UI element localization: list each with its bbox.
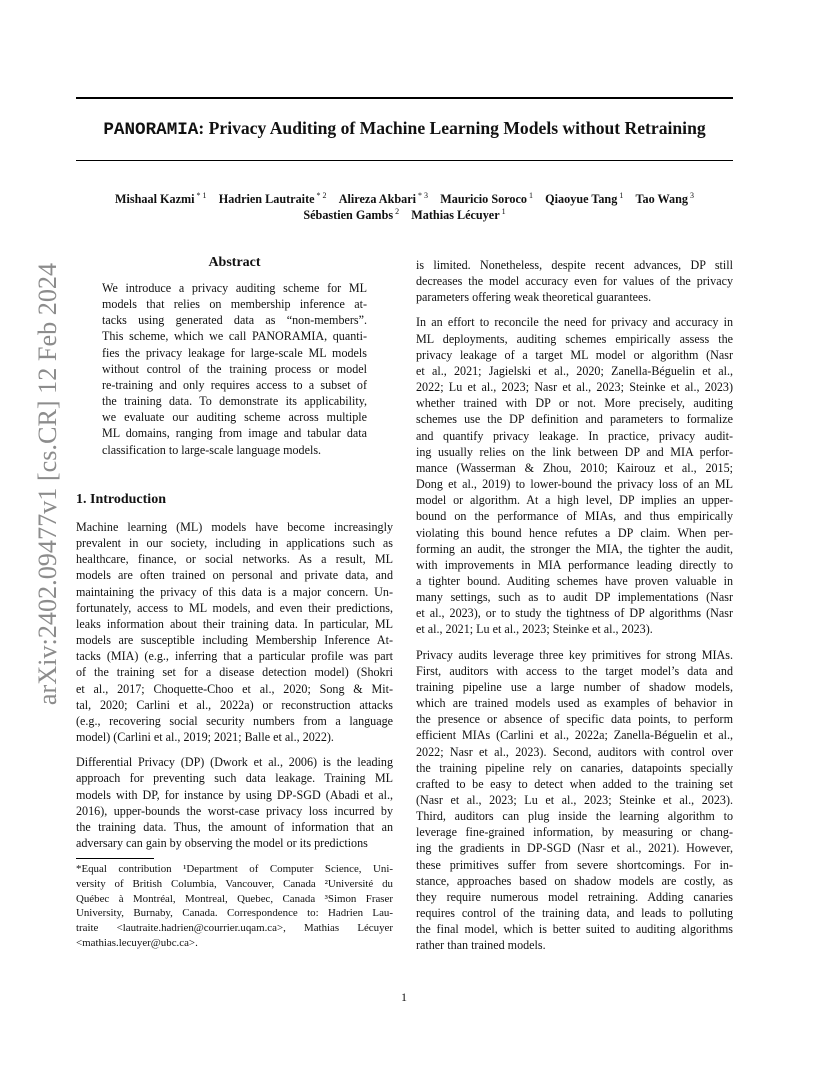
title-rule-bottom [76,160,733,161]
text-line: Québec à Montréal, Montreal, Quebec, Canada ³Simon Fraser [76,892,393,905]
text-line: (Nasr et al., 2023; Lu et al., 2023; Steinke et al., 2023). [416,793,733,807]
text-line: forming an audit, the stronger the MIA, the tighter the audit, [416,541,733,556]
text-line: stance, approaches based on shadow models are costly, as [416,873,733,888]
paragraph [76,519,393,745]
text-line: of the training set for a disease detection model) (Shokri [76,665,393,680]
text-line: decreases the model accuracy even for values of the privacy [416,274,733,289]
author-line-1 [76,191,733,207]
text-line: mance (Wasserman & Zhou, 2010; Kairouz et al., 2015; [416,460,733,475]
author-affiliation: 1 [617,191,624,200]
abstract-heading: Abstract [208,255,261,270]
text-line: models that relies on membership inference at- [102,297,367,312]
text-line: with improvements in MIA performance leading directly to [416,557,733,572]
text-line: et al., 2021; Lu et al., 2023; Steinke et al., 2023). [416,622,653,637]
text-line: ing usually relies on the link between DP and MIA perfor- [416,444,733,459]
text-line: parameters offering weak theoretical guarantees. [416,290,652,305]
text-line: fortunately, access to ML models, and even their predictions, [76,600,393,615]
author-name: Tao Wang [635,192,689,207]
text-line: traite <lautraite.hadrien@courrier.uqam.ca>, Mathias Lécuyer [76,922,393,935]
text-line: leverage fine-grained information, by measuring or chang- [416,825,733,840]
text-line: Privacy audits leverage three key primitives for strong MIAs. [416,647,733,662]
author-affiliation: 3 [688,191,695,200]
text-line: privacy leakage of a target ML model or algorithm (Nasr [416,347,733,362]
text-line: we evaluate our auditing scheme across multiple [102,410,367,425]
text-line: without control of the training process or model [102,361,367,376]
text-line: which are trained models used as examples of behavior in [416,696,733,711]
text-line: et al., 2017; Choquette-Choo et al., 2020; Song & Mit- [76,681,393,696]
text-line: 2016), upper-bounds the worst-case privacy loss incurred by [76,803,393,818]
text-line: the training data. Thus, the amount of information that an [76,819,393,834]
author-affiliation: 1 [526,191,533,200]
text-line: models are often trained on personal and private data, and [76,568,393,583]
text-line: the training data. To demonstrate its applicability, [102,394,367,409]
footnote [76,862,393,951]
text-line: the final model, which is better suited to auditing algorithms [416,922,733,937]
text-line: healthcare, finance, or social networks. As a result, ML [76,552,393,567]
text-line: approach for preventing such data leakage. Training ML [76,771,393,786]
title-text: : Privacy Auditing of Machine Learning Models without Retraining [198,118,706,138]
footnote-rule [76,858,154,859]
page-number: 1 [401,990,407,1004]
text-line: many settings, such as to audit DP implementations (Nasr [416,590,733,605]
text-line: versity of British Columbia, Vancouver, Canada ²Université du [76,877,393,890]
section-heading-introduction: 1. Introduction [76,492,166,507]
text-line: ML deployments, auditing schemes empirically assess the [416,331,733,346]
text-line: First, auditors with access to the target model’s data and [416,663,733,678]
text-line: ing the gradients in DP-SGD (Nasr et al., 2021). However, [416,841,733,856]
text-line: In an effort to reconcile the need for privacy and accuracy in [416,315,733,330]
author-name: Alireza Akbari [338,192,417,207]
text-line: tacks using generated data as “non-members”. [102,313,367,328]
author-affiliation: * 3 [416,191,429,200]
text-line: prevalent in our society, including in applications such as [76,536,393,551]
text-line: tacks (MIA) (e.g., inferring that a particular profile was part [76,649,393,664]
text-line: 2022; Lu et al., 2023; Nasr et al., 2023; Steinke et al., 2023) [416,380,733,395]
text-line: classification to large-scale language models. [102,442,322,457]
text-line: bound on the performance of MIAs, and thus empirically [416,509,733,524]
text-line: model) (Carlini et al., 2019; 2021; Balle et al., 2022). [76,730,334,745]
text-line: adversary can gain by observing the model or its predictions [76,835,368,850]
text-line: requires control of the training data, and leads to polluting [416,906,733,921]
arxiv-stamp: arXiv:2402.09477v1 [cs.CR] 12 Feb 2024 [33,262,62,706]
text-line: the presence or absence of specific data points, to perform [416,712,733,727]
text-line: these primitives suffer from severe shortcomings. For in- [416,857,733,872]
title-rule-top [76,97,733,99]
text-line: University, Burnaby, Canada. Correspondence to: Hadrien Lau- [76,907,393,920]
left-column [76,519,393,851]
text-line: <mathias.lecuyer@ubc.ca>. [76,936,198,949]
text-line: (e.g., recovering social security numbers from a language [76,713,393,728]
author-affiliation: * 1 [194,191,207,200]
text-line: training pipeline use a large number of shadow models, [416,679,733,694]
author-affiliation: 2 [393,207,400,216]
text-line: *Equal contribution ¹Department of Computer Science, Uni- [76,863,393,875]
text-line: a tighter bound. Auditing schemes have proven valuable in [416,573,733,588]
text-line: and quantify privacy leakage. In practice, privacy audit- [416,428,733,443]
author-name: Mathias Lécuyer [411,208,500,223]
author-affiliation: 1 [499,207,506,216]
text-line: whether trained with DP or not. More precisely, auditing [416,396,733,411]
text-line: re-training and only requires access to a subset of [102,377,367,392]
author-name: Hadrien Lautraite [218,192,315,207]
text-line: models with DP, for instance by using DP-SGD (Abadi et al., [76,787,393,802]
text-line: rather than trained models. [416,938,546,953]
text-line: We introduce a privacy auditing scheme for ML [102,281,367,295]
text-line: Machine learning (ML) models have become increasingly [76,520,393,534]
text-line: is limited. Nonetheless, despite recent advances, DP still [416,258,733,272]
paper-title [76,118,733,140]
text-line: et al., 2023), or to study the tightness of DP algorithms (Nasr [416,606,733,621]
text-line: Third, auditors can plug inside the learning algorithm to [416,809,733,824]
text-line: leaks information about their training data. In particular, ML [76,616,393,631]
author-line-2 [76,207,733,223]
text-line: et al., 2021; Jagielski et al., 2020; Zanella-Béguelin et al., [416,363,733,378]
text-line: models are susceptible including Membership Inference At- [76,633,393,648]
text-line: ML domains, ranging from image and tabular data [102,426,367,441]
text-line: model or algorithm. At a high level, DP implies an upper- [416,493,733,508]
text-line: fies the privacy leakage for large-scale ML models [102,345,367,360]
paragraph [416,647,733,954]
author-name: Sébastien Gambs [303,208,394,223]
text-line: the training pipeline rely on canaries, datapoints specially [416,760,733,775]
text-line: This scheme, which we call PANORAMIA, quanti- [102,329,367,344]
text-line: Differential Privacy (DP) (Dwork et al., 2006) is the leading [76,755,393,770]
paragraph [416,314,733,637]
text-line: crafted to be easy to detect when added to the training set [416,776,733,791]
text-line: they require numerous model retraining. Adding canaries [416,889,733,904]
author-name: Qiaoyue Tang [545,192,618,207]
text-line: Dong et al., 2019) to lower-bound the privacy loss of an ML [416,477,733,492]
paragraph [416,257,733,305]
text-line: maintaining the privacy of this data is a major concern. Un- [76,584,393,599]
author-affiliation: * 2 [314,191,327,200]
text-line: violating this bound hence refutes a DP claim. When per- [416,525,733,540]
text-line: efficient MIAs (Carlini et al., 2022a; Zanella-Béguelin et al., [416,728,733,743]
right-column [416,257,733,954]
paragraph [76,754,393,851]
text-line: 2022; Nasr et al., 2023). Second, auditors with control over [416,744,733,759]
author-name: Mishaal Kazmi [114,192,195,207]
text-line: schemes use the DP definition and parameters to formalize [416,412,733,427]
title-system-name: PANORAMIA [103,120,199,140]
author-name: Mauricio Soroco [440,192,527,207]
abstract-body [102,280,367,458]
text-line: tal, 2020; Carlini et al., 2022a) or reconstruction attacks [76,697,393,712]
